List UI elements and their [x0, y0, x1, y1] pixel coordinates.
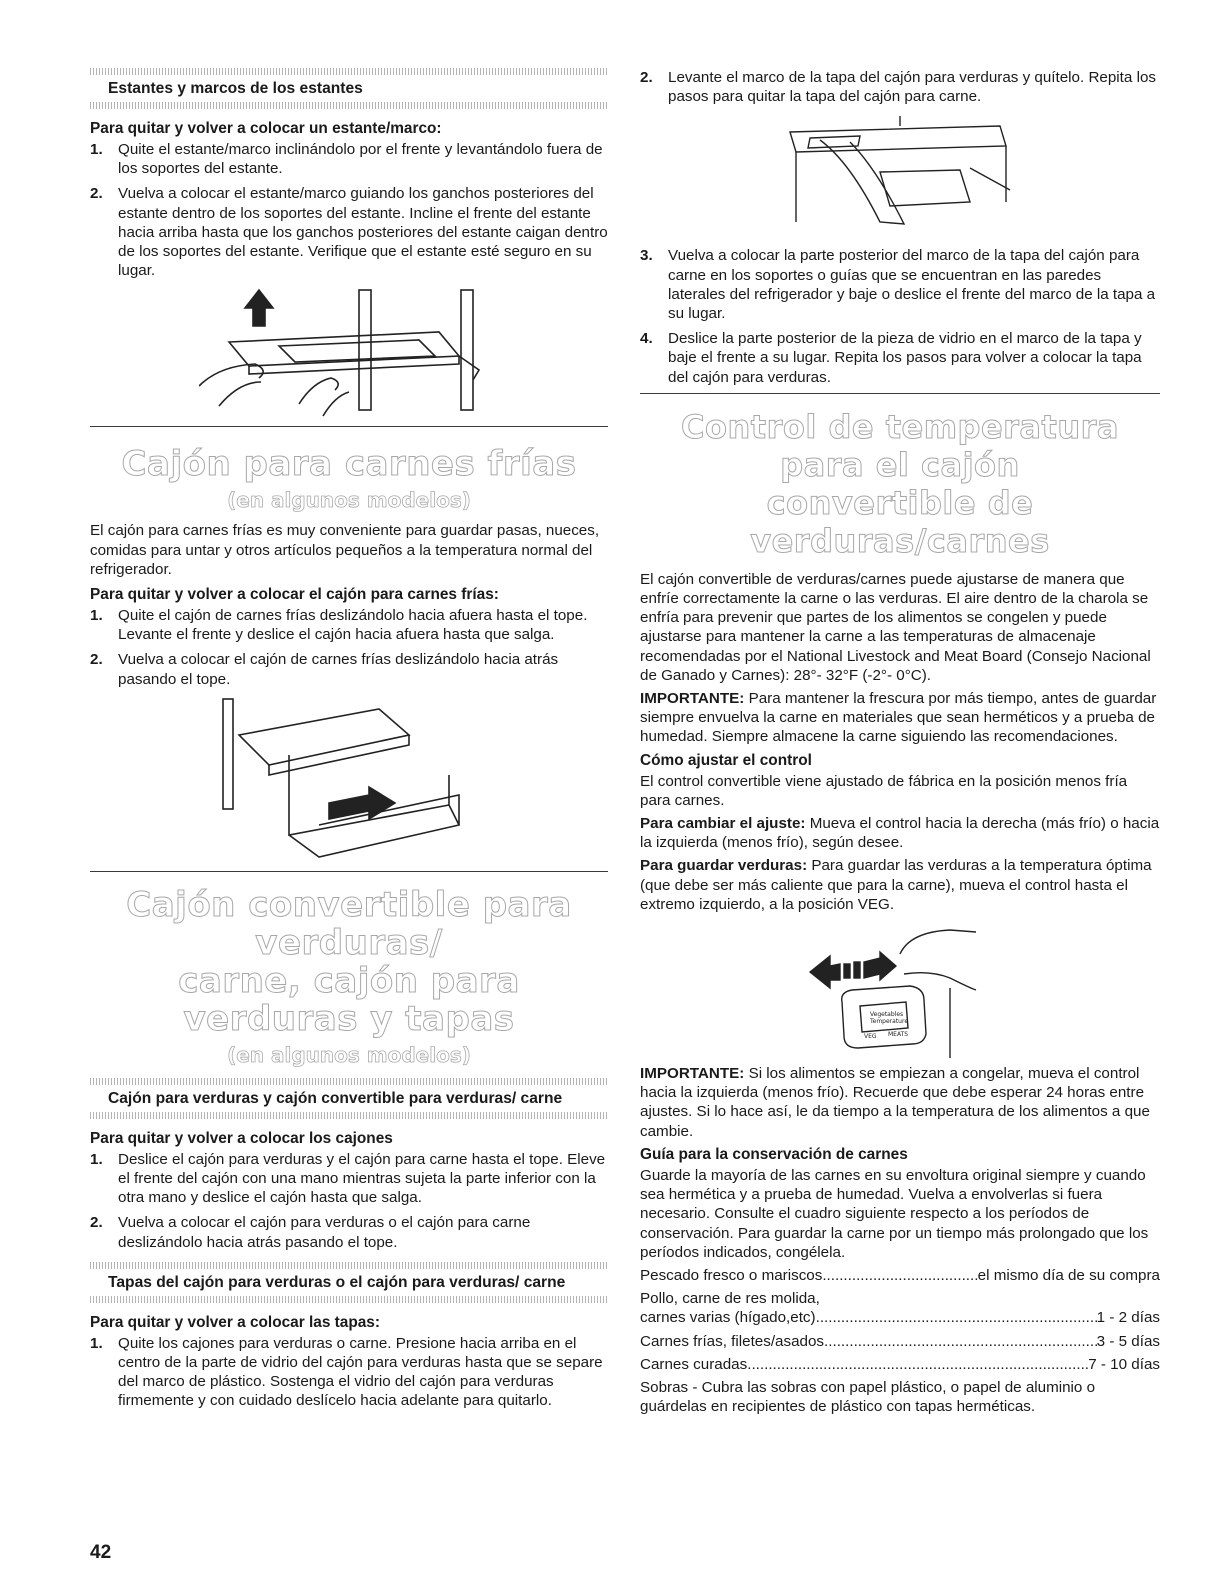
covers-steps-right-b: [640, 246, 1160, 386]
adjust-heading: Cómo ajustar el control: [640, 751, 812, 769]
control-label-meats: MEATS: [888, 1031, 909, 1039]
covers-heading-wrap: [90, 1269, 608, 1296]
section-divider: [640, 393, 1160, 394]
leader-dots: [747, 1355, 1088, 1374]
list-item: [90, 606, 608, 644]
hatch-divider: [90, 1112, 608, 1119]
covers-heading: Tapas del cajón para verduras o el cajón para verduras/ carne: [108, 1273, 566, 1291]
control-label-temperature: Temperature: [870, 1018, 909, 1026]
change-text: Mueva el control hacia la derecha (más frío) o hacia la izquierda (menos frío), según desee.: [640, 815, 1160, 852]
important-label: IMPORTANTE:: [640, 690, 745, 708]
step-text: Vuelva a colocar la parte posterior del marco de la tapa del cajón para carne en los soportes o guías que se encuentran en las paredes laterales del refrigerador y baje o deslice el frente del marco de la tapa a su lugar.: [668, 247, 1156, 323]
shelves-steps: [90, 140, 608, 280]
covers-heading-box: [90, 1262, 608, 1303]
table-value: 7 - 10 días: [1088, 1355, 1160, 1373]
table-item: Carnes curadas: [640, 1355, 748, 1373]
change-label: Para cambiar el ajuste:: [640, 815, 806, 833]
adjust-text: El control convertible viene ajustado de fábrica en la posición menos fría para carnes.: [640, 772, 1128, 809]
temp-intro: El cajón convertible de verduras/carnes puede ajustarse de manera que enfríe correctamente la carne o las verduras. El aire dentro de la charola se enfría para prevenir que partes de los alimentos se congelen y puede ajustarse para mantener la carne a las temperaturas de almacenaje recomendadas por el National Livestock and Meat Board (Consejo Nacional de Ganado y Carnes): 28°- 32°F (-2°- 0°C).: [640, 570, 1151, 684]
list-item: [90, 1150, 608, 1208]
covers-steps-left: [90, 1334, 608, 1411]
list-item: [90, 184, 608, 280]
list-item: [640, 329, 1160, 387]
right-column: [640, 68, 1160, 1420]
crisper-subtitle: (en algunos modelos): [227, 1042, 471, 1067]
important-text: Si los alimentos se empiezan a congelar, mueva el control hacia la izquierda (menos frío). Recuerde que debe esperar 24 horas entre ajustes. Si lo hace así, le da tiempo a la temperatura de los alimentos a que cambie.: [640, 1065, 1150, 1140]
drawers-heading-box: [90, 1078, 608, 1119]
section-divider: [90, 871, 608, 872]
cold-meat-subtitle: (en algunos modelos): [227, 488, 471, 513]
step-number: 1.: [90, 1150, 103, 1168]
step-text: Quite el estante/marco inclinándolo por el frente y levantándolo fuera de los soportes del estante.: [118, 141, 603, 178]
step-text: Levante el marco de la tapa del cajón para verduras y quítelo. Repita los pasos para quitar la tapa del cajón para carne.: [668, 69, 1156, 106]
step-number: 4.: [640, 330, 653, 348]
step-number: 1.: [90, 607, 103, 625]
temp-title-line1: Control de temperatura para el cajón: [681, 407, 1119, 484]
drawers-steps: [90, 1150, 608, 1252]
important-label: IMPORTANTE:: [640, 1065, 745, 1083]
cold-meat-drawer-illustration: [219, 695, 479, 861]
step-text: Deslice el cajón para verduras y el cajón para carne hasta el tope. Eleve el frente del cajón con una mano mientras sujeta la parte inferior con la otra mano y deslice el cajón hasta que salga.: [118, 1150, 606, 1207]
table-item: carnes varias (hígado,etc): [640, 1309, 816, 1327]
storage-table: [640, 1266, 1160, 1374]
change-setting: [640, 814, 1160, 852]
step-number: 2.: [90, 1214, 103, 1232]
step-number: 2.: [90, 185, 103, 203]
veg-setting: [640, 856, 1160, 914]
step-text: Deslice la parte posterior de la pieza de vidrio en el marco de la tapa y baje el frente a su lugar. Repita los pasos para volver a colocar la tapa del cajón para verduras.: [668, 330, 1142, 386]
table-value: el mismo día de su compra: [977, 1266, 1160, 1284]
list-item: [90, 650, 608, 688]
shelf-illustration: [199, 286, 499, 420]
table-item: Pescado fresco o mariscos: [640, 1266, 823, 1284]
step-number: 2.: [640, 69, 653, 86]
shelves-subheading: Para quitar y volver a colocar un estante/marco:: [90, 120, 442, 137]
control-label-veg: VEG: [864, 1033, 877, 1041]
leader-dots: [824, 1332, 1097, 1351]
covers-steps-right-a: [640, 68, 1160, 106]
shelves-heading-wrap: [90, 75, 608, 102]
list-item: [90, 140, 608, 178]
important-note-2: [640, 1064, 1160, 1141]
leader-dots: [816, 1308, 1097, 1327]
guide-heading: Guía para la conservación de carnes: [640, 1145, 908, 1163]
table-row: [640, 1355, 1160, 1374]
table-row: [640, 1266, 1160, 1285]
veg-text: Para guardar las verduras a la temperatura óptima (que debe ser más caliente que para la carne), mueva el control hasta el extremo izquierdo, a la posición VEG.: [640, 857, 1152, 913]
guide-text: Guarde la mayoría de las carnes en su envoltura original siempre y cuando sea hermética y a prueba de humedad. Vuelva a envolverlas si fuera necesario. Consulte el cuadro siguiente respecto a los períodos de conservación. Para guardar la carne por un tiempo más prolongado que los períodos indicados, congélela.: [640, 1166, 1149, 1261]
table-value: 3 - 5 días: [1096, 1332, 1160, 1350]
list-item: [640, 246, 1160, 323]
hatch-divider: [90, 1262, 608, 1269]
cold-meat-steps: [90, 606, 608, 689]
veg-label: Para guardar verduras:: [640, 857, 808, 875]
hatch-divider: [90, 68, 608, 75]
step-number: 2.: [90, 651, 103, 669]
step-text: Vuelva a colocar el cajón de carnes frías deslizándolo hacia atrás pasando el tope.: [118, 651, 559, 688]
page-number: 42: [90, 1542, 112, 1563]
important-text: Para mantener la frescura por más tiempo, antes de guardar siempre envuelva la carne en materiales que sean herméticos y a prueba de humedad. Siempre almacene la carne siguiendo las recomendaciones.: [640, 690, 1157, 746]
step-number: 1.: [90, 141, 103, 158]
left-column: [90, 68, 608, 1417]
list-item: [640, 68, 1160, 106]
temp-title-line2: convertible de verduras/carnes: [750, 483, 1050, 560]
drawers-heading: Cajón para verduras y cajón convertible para verduras/ carne: [108, 1089, 563, 1107]
temperature-control-illustration: [800, 918, 1000, 1060]
table-row-prefix: Pollo, carne de res molida,: [640, 1290, 820, 1308]
cold-meat-title: Cajón para carnes frías: [121, 444, 577, 485]
table-value: 1 - 2 días: [1096, 1309, 1160, 1327]
hatch-divider: [90, 1078, 608, 1085]
cold-meat-subheading: Para quitar y volver a colocar el cajón para carnes frías:: [90, 586, 499, 604]
shelves-heading-box: [90, 68, 608, 109]
step-text: Vuelva a colocar el cajón para verduras o el cajón para carne deslizándolo hacia atrás pasando el tope.: [118, 1214, 531, 1251]
list-item: [90, 1213, 608, 1251]
step-text: Quite el cajón de carnes frías deslizándolo hacia afuera hasta el tope. Levante el frente y deslice el cajón hacia afuera hasta que salga.: [118, 607, 588, 644]
table-item: Carnes frías, filetes/asados: [640, 1332, 825, 1350]
drawers-heading-wrap: [90, 1085, 608, 1112]
table-row: [640, 1308, 1160, 1327]
section-divider: [90, 426, 608, 427]
covers-subheading: Para quitar y volver a colocar las tapas:: [90, 1313, 380, 1331]
table-row: [640, 1332, 1160, 1351]
leader-dots: [822, 1266, 977, 1285]
hatch-divider: [90, 102, 608, 109]
cold-meat-intro: El cajón para carnes frías es muy conveniente para guardar pasas, nueces, comidas para untar y otros artículos pequeños a la temperatura normal del refrigerador.: [90, 522, 600, 578]
shelves-heading: Estantes y marcos de los estantes: [108, 80, 363, 97]
step-text: Vuelva a colocar el estante/marco guiando los ganchos posteriores del estante dentro de los soportes del estante. Incline el frente del estante hacia arriba hasta que los ganchos posteriores del estante caigan dentro de los soportes del estante. Verifique que el estante esté seguro en su lugar.: [118, 185, 608, 280]
list-item: [90, 1334, 608, 1411]
step-text: Quite los cajones para verduras o carne. Presione hacia arriba en el centro de la parte de vidrio del cajón para verduras hasta que se separe del marco de plástico. Sostenga el vidrio del cajón para verduras firmemente y con cuidado deslícelo hacia adelante para quitarlo.: [118, 1334, 603, 1410]
step-number: 3.: [640, 247, 653, 265]
step-number: 1.: [90, 1334, 103, 1352]
crisper-title-line1: Cajón convertible para verduras/: [126, 884, 572, 963]
drawers-subheading: Para quitar y volver a colocar los cajones: [90, 1129, 393, 1147]
crisper-title-line2: carne, cajón para verduras y tapas: [178, 960, 520, 1039]
control-label-vegetables: Vegetables: [870, 1011, 904, 1019]
important-note-1: [640, 689, 1160, 747]
leftovers-text: Sobras - Cubra las sobras con papel plástico, o papel de aluminio o guárdelas en recipientes de plástico con tapas herméticas.: [640, 1378, 1096, 1416]
cover-frame-illustration: [780, 112, 1020, 238]
hatch-divider: [90, 1296, 608, 1303]
